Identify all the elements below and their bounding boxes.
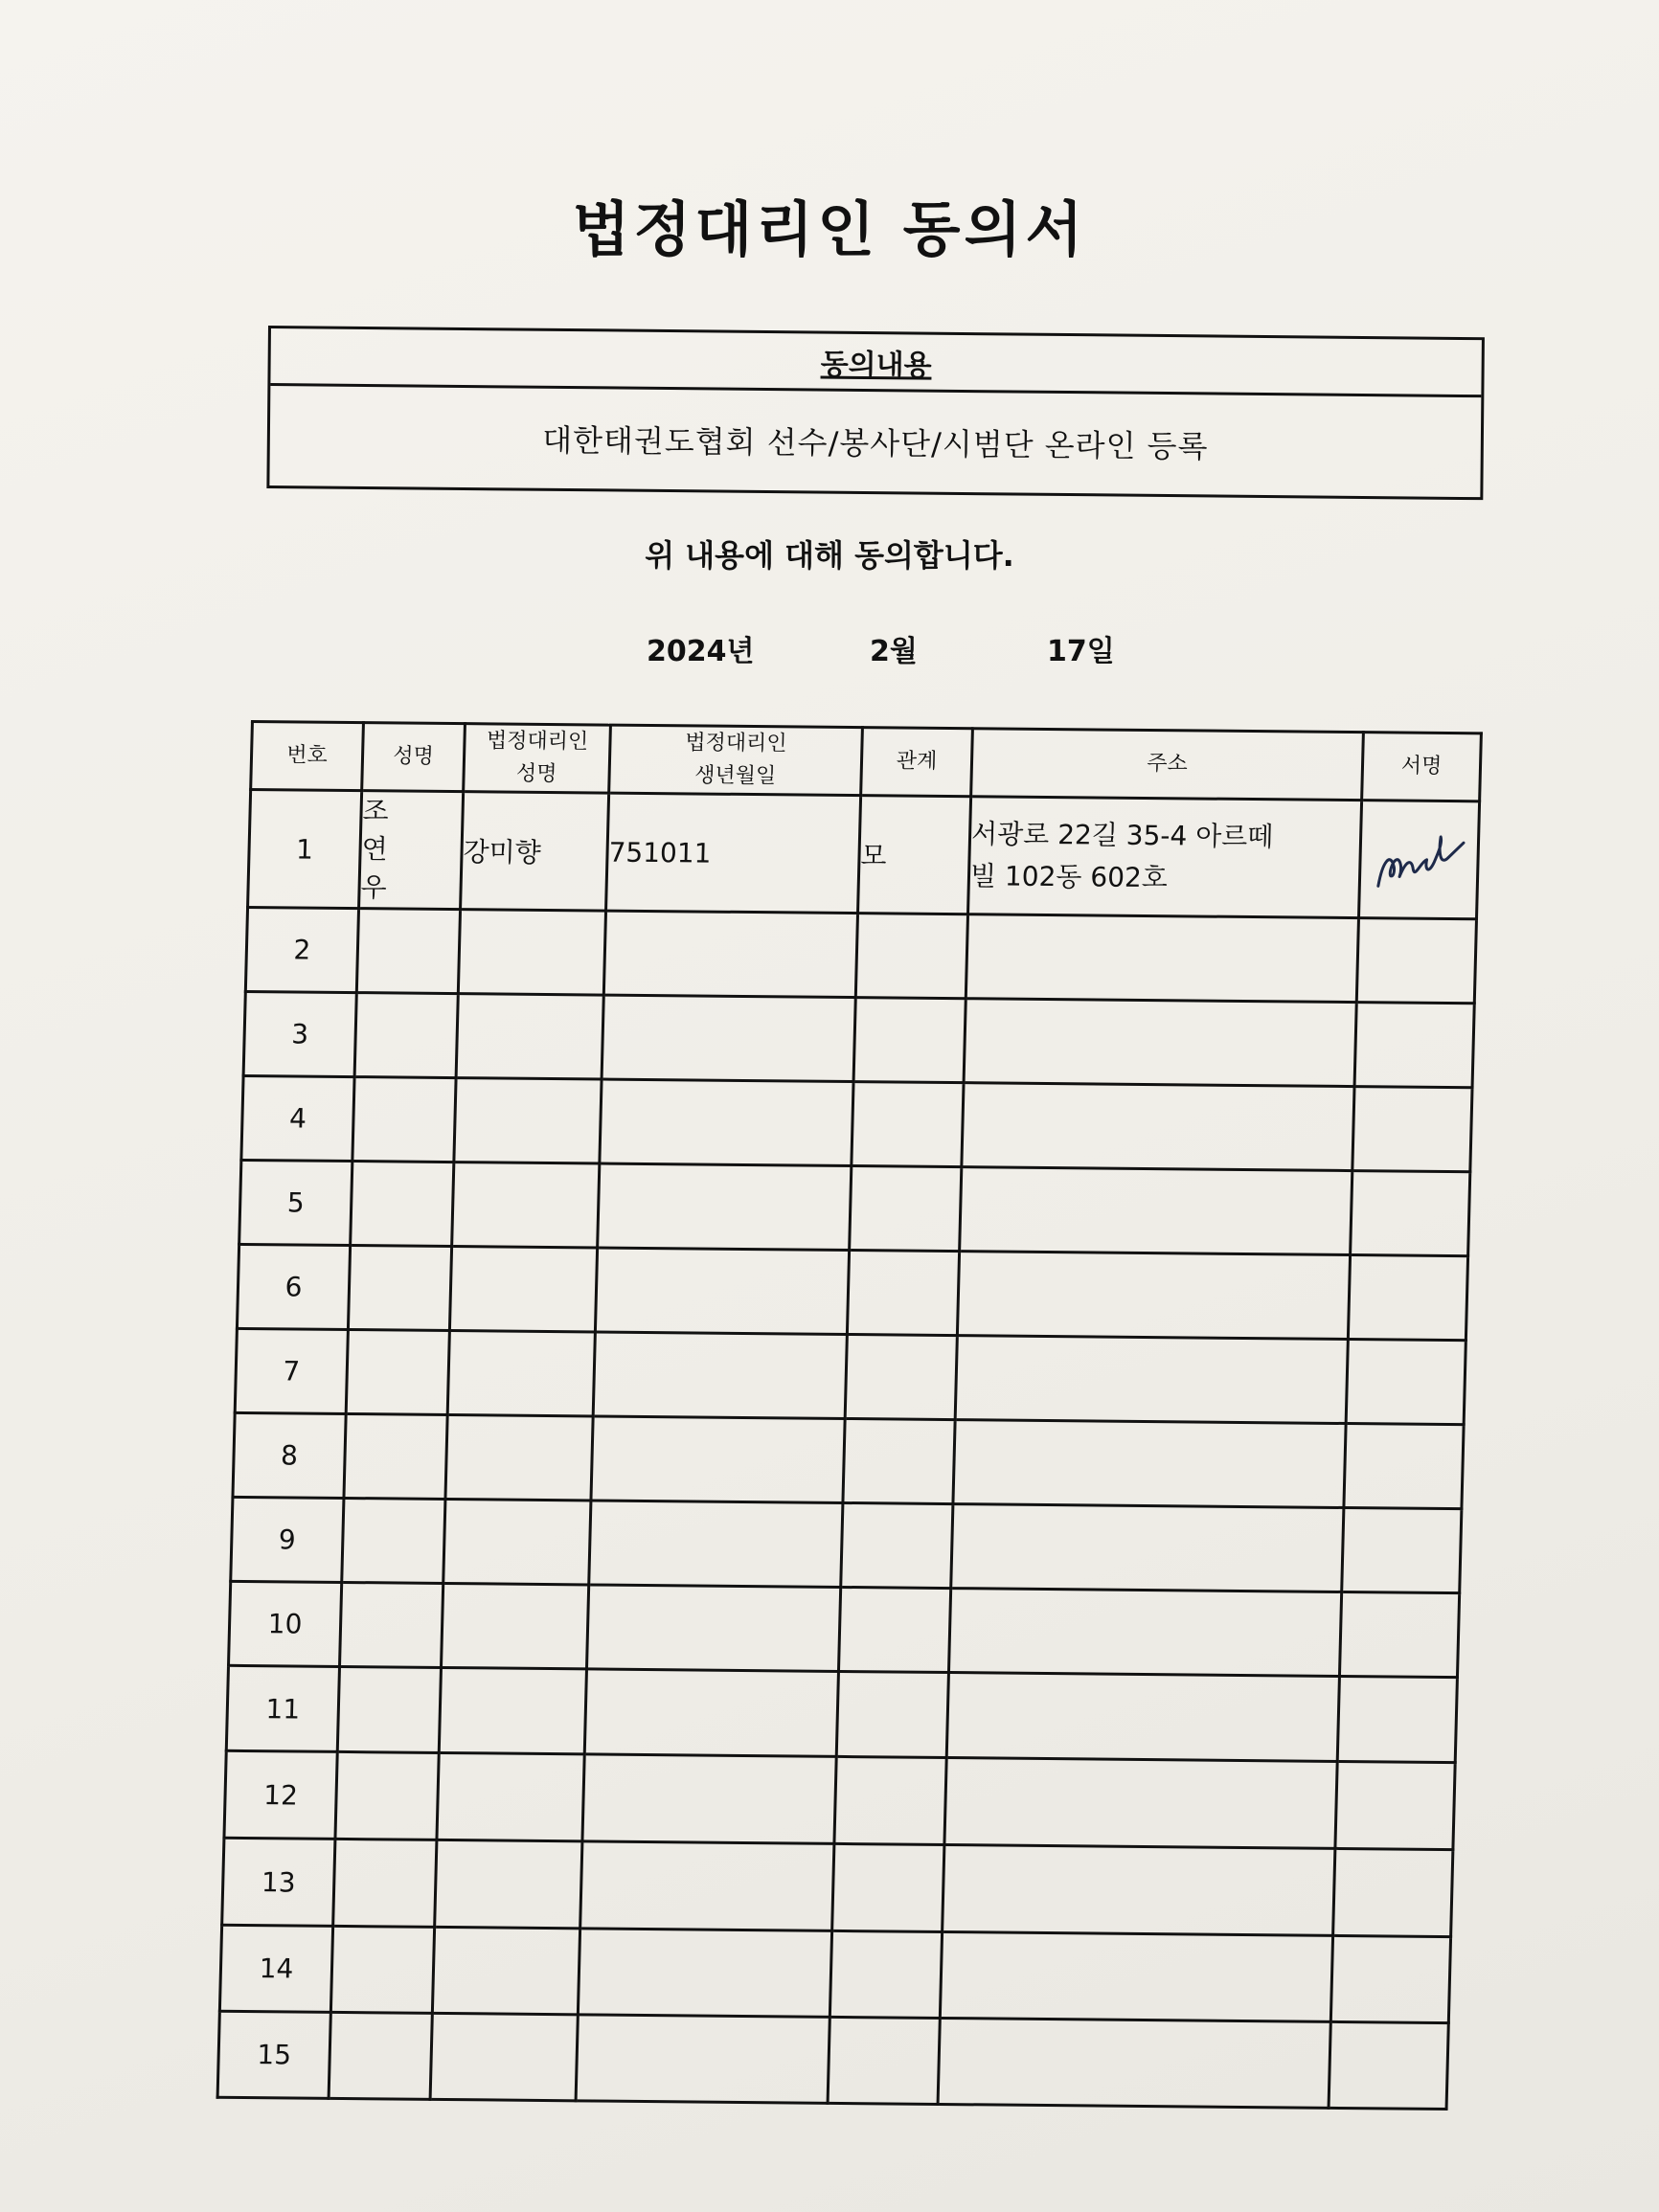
table-row <box>235 1328 1466 1424</box>
row-signature <box>1346 1340 1466 1425</box>
row-relation <box>841 1502 953 1588</box>
table-row <box>241 1075 1472 1171</box>
consent-body: 대한태권도협회 선수/봉사단/시범단 온라인 등록 <box>542 421 1209 465</box>
document-title: 법정대리인 동의서 <box>572 194 1087 264</box>
row-address-line1: 서광로 22길 35-4 아르떼 <box>970 818 1274 853</box>
row-name <box>337 1666 441 1752</box>
row-name <box>329 2012 432 2099</box>
row-number: 10 <box>229 1581 342 1666</box>
row-number: 11 <box>226 1665 339 1751</box>
row-signature <box>1330 1935 1450 2022</box>
row-number: 15 <box>217 2011 330 2098</box>
row-guardian-name <box>452 1162 600 1248</box>
row-guardian-birth <box>578 1929 831 2018</box>
row-name-line1: 조 연 <box>361 795 403 866</box>
table-row <box>224 1750 1455 1849</box>
row-guardian-name <box>430 2013 578 2100</box>
header-guardian-name-line2: 성명 <box>515 761 557 787</box>
date-year: 2024년 <box>647 635 755 668</box>
row-address <box>943 1845 1335 1936</box>
consent-header-label: 동의내용 <box>820 348 932 383</box>
row-guardian-name <box>435 1840 582 1928</box>
agree-statement: 위 내용에 대해 동의합니다. <box>645 537 1014 574</box>
row-relation <box>855 914 967 999</box>
header-address: 주소 <box>971 729 1364 801</box>
row-guardian-birth: 751011 <box>606 793 861 914</box>
row-address <box>946 1673 1339 1762</box>
row-name <box>330 1926 434 2013</box>
row-relation <box>843 1418 955 1503</box>
header-guardian-birth <box>609 725 863 796</box>
row-signature <box>1342 1507 1462 1592</box>
row-address <box>955 1336 1348 1424</box>
header-relation: 관계 <box>861 728 973 797</box>
row-address <box>957 1252 1350 1340</box>
row-address <box>940 1931 1332 2021</box>
row-guardian-birth <box>580 1841 834 1931</box>
row-guardian-name <box>441 1583 588 1668</box>
table-row <box>248 790 1480 919</box>
row-address <box>948 1589 1341 1677</box>
row-address <box>966 914 1358 1003</box>
row-number: 9 <box>231 1497 344 1582</box>
row-guardian-birth <box>593 1332 847 1419</box>
row-number: 14 <box>219 1925 332 2012</box>
row-signature <box>1358 801 1479 919</box>
row-address <box>964 999 1356 1087</box>
row-name <box>342 1498 445 1583</box>
table-row <box>237 1244 1467 1340</box>
row-relation <box>834 1756 946 1844</box>
header-signature: 서명 <box>1362 733 1482 801</box>
row-address <box>938 2018 1330 2108</box>
row-guardian-birth <box>586 1585 840 1672</box>
row-address <box>951 1504 1344 1592</box>
table-row <box>217 2011 1448 2109</box>
row-name <box>348 1246 451 1331</box>
row-number: 5 <box>239 1160 352 1245</box>
row-number: 3 <box>243 991 356 1076</box>
row-relation <box>830 1930 942 2018</box>
date-day: 17일 <box>1047 635 1115 668</box>
row-name <box>354 993 458 1078</box>
row-signature <box>1333 1848 1453 1936</box>
row-guardian-name <box>439 1667 586 1753</box>
row-relation <box>838 1587 950 1672</box>
row-relation <box>852 1082 964 1167</box>
row-address-line2: 빌 102동 602호 <box>969 860 1169 894</box>
row-name <box>335 1751 439 1840</box>
row-signature <box>1344 1424 1464 1509</box>
date-month: 2월 <box>870 635 918 668</box>
row-relation <box>853 998 966 1083</box>
row-guardian-birth <box>582 1754 836 1844</box>
row-name <box>333 1839 437 1927</box>
row-signature <box>1348 1255 1467 1341</box>
row-guardian-birth <box>595 1248 849 1335</box>
header-guardian-birth-line1: 법정대리인 <box>685 731 787 756</box>
row-name <box>351 1162 454 1247</box>
row-guardian-name <box>437 1752 584 1840</box>
row-relation <box>828 2017 940 2104</box>
table-row <box>231 1497 1462 1592</box>
row-address <box>962 1083 1354 1171</box>
row-relation <box>847 1251 959 1336</box>
table-row <box>226 1665 1457 1762</box>
row-guardian-name: 강미향 <box>461 792 609 911</box>
consent-box <box>266 326 1485 500</box>
table-header-row <box>251 722 1482 801</box>
table-row <box>229 1581 1460 1677</box>
row-number: 7 <box>235 1328 348 1413</box>
row-guardian-birth <box>598 1163 852 1251</box>
table-row <box>245 907 1476 1003</box>
table-row <box>233 1412 1464 1508</box>
row-number: 6 <box>237 1244 350 1329</box>
roster-table <box>216 720 1483 2110</box>
row-address <box>960 1167 1352 1255</box>
row-name <box>340 1582 443 1667</box>
row-guardian-name <box>445 1415 593 1501</box>
table-row <box>239 1160 1470 1255</box>
table-row <box>222 1838 1453 1936</box>
row-signature <box>1329 2021 1448 2109</box>
header-name: 성명 <box>362 723 466 792</box>
row-number: 4 <box>241 1075 354 1161</box>
header-guardian-birth-line2: 생년월일 <box>693 763 777 789</box>
row-address <box>968 797 1362 918</box>
row-guardian-birth <box>591 1416 845 1503</box>
row-guardian-birth <box>603 911 857 998</box>
row-guardian-name <box>447 1331 595 1416</box>
row-guardian-name <box>449 1247 597 1332</box>
row-relation: 모 <box>858 796 971 914</box>
row-relation <box>850 1166 962 1252</box>
header-number: 번호 <box>251 722 364 791</box>
row-address <box>953 1420 1346 1508</box>
row-relation <box>832 1843 944 1931</box>
row-guardian-name <box>432 1927 580 2014</box>
handwritten-signature <box>1371 823 1468 896</box>
row-guardian-birth <box>576 2015 830 2104</box>
row-guardian-name <box>456 994 603 1079</box>
row-number: 8 <box>233 1412 346 1498</box>
row-name <box>359 791 464 910</box>
row-signature <box>1351 1171 1470 1256</box>
row-number: 12 <box>224 1750 337 1839</box>
row-guardian-birth <box>589 1501 843 1588</box>
row-guardian-name <box>458 910 605 995</box>
row-number: 2 <box>245 907 358 992</box>
row-guardian-name <box>443 1499 591 1584</box>
row-name <box>346 1330 449 1415</box>
table-row <box>219 1925 1450 2022</box>
row-guardian-birth <box>600 1079 853 1166</box>
header-guardian-name <box>464 724 611 793</box>
roster-table-wrap <box>216 720 1480 2082</box>
row-relation <box>836 1671 948 1757</box>
row-signature <box>1354 1003 1474 1088</box>
row-relation <box>845 1335 957 1420</box>
table-row <box>243 991 1474 1087</box>
row-signature <box>1356 918 1476 1004</box>
row-signature <box>1337 1676 1457 1762</box>
row-signature <box>1335 1761 1455 1849</box>
row-signature <box>1352 1087 1472 1172</box>
row-guardian-birth <box>602 995 855 1082</box>
row-name <box>352 1077 456 1162</box>
row-name-line2: 우 <box>360 871 401 904</box>
row-guardian-birth <box>584 1669 838 1757</box>
row-number: 13 <box>222 1838 335 1926</box>
row-address <box>944 1758 1337 1849</box>
header-guardian-name-line1: 법정대리인 <box>486 729 589 755</box>
row-name <box>344 1413 447 1499</box>
row-name <box>356 909 460 994</box>
row-number: 1 <box>248 790 362 909</box>
row-guardian-name <box>454 1078 602 1163</box>
row-signature <box>1339 1591 1459 1677</box>
